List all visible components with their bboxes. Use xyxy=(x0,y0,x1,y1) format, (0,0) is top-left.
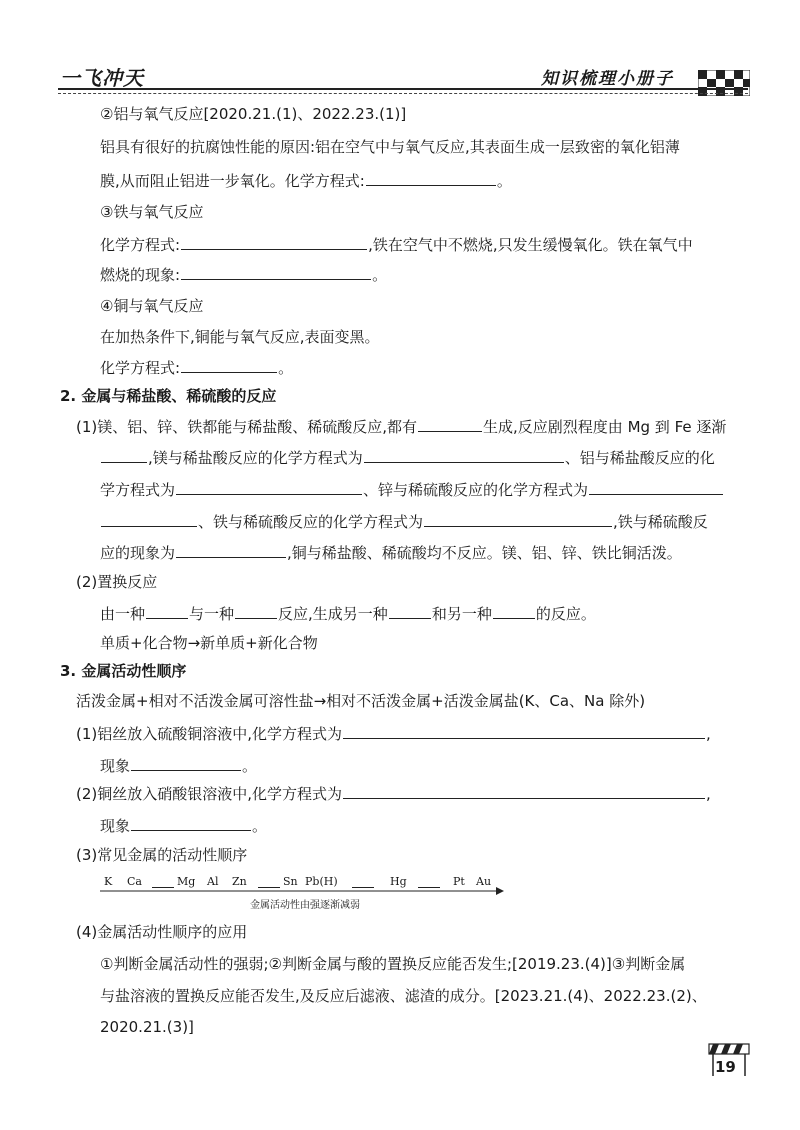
s2-gas-blank[interactable] xyxy=(418,416,482,432)
al-paragraph-1: 铝具有很好的抗腐蚀性能的原因:铝在空气中与氧气反应,其表面生成一层致密的氧化铝薄 xyxy=(100,138,680,156)
series-sn: Sn xyxy=(283,875,298,888)
page-number: 19 xyxy=(715,1058,736,1076)
brand-logo: 一飞冲天 xyxy=(60,66,144,90)
fe-paragraph-1: 化学方程式: ,铁在空气中不燃烧,只发生缓慢氧化。铁在氧气中 xyxy=(100,236,693,254)
s3-app-1: ①判断金属活动性的强弱;②判断金属与酸的置换反应能否发生;[2019.23.(4)]③判断金属 xyxy=(100,955,686,973)
s2-sub-2-title: (2)置换反应 xyxy=(76,573,158,591)
q2-equation-blank[interactable] xyxy=(343,783,705,799)
s2-line-3: 学方程式为 、锌与稀硫酸反应的化学方程式为 xyxy=(100,479,724,500)
cu-paragraph-2: 化学方程式: 。 xyxy=(100,359,294,377)
zn-h2so4-equation-blank[interactable] xyxy=(589,479,723,495)
al-paragraph-2: 膜,从而阻止铝进一步氧化。化学方程式: 。 xyxy=(100,172,512,190)
section-3-title: 3. 金属活动性顺序 xyxy=(60,662,187,680)
s3-q2: (2)铜丝放入硝酸银溶液中,化学方程式为 , xyxy=(76,785,711,803)
handbook-title: 知识梳理小册子 xyxy=(541,69,674,89)
s2-line-4: 、铁与稀硫酸反应的化学方程式为 ,铁与稀硫酸反 xyxy=(100,511,708,532)
s2-line-1: (1)镁、铝、锌、铁都能与稀盐酸、稀硫酸反应,都有 生成,反应剧烈程度由 Mg 到 Fe 逐渐 xyxy=(76,418,727,436)
series-pt: Pt xyxy=(453,875,465,888)
cu-equation-blank[interactable] xyxy=(181,357,277,373)
s2-line-5: 应的现象为 ,铜与稀盐酸、稀硫酸均不反应。镁、铝、锌、铁比铜活泼。 xyxy=(100,544,682,562)
s2-trend-blank[interactable] xyxy=(101,447,147,463)
series-k: K xyxy=(104,875,113,888)
header-rule-dashed xyxy=(58,93,748,94)
def-blank-4[interactable] xyxy=(493,603,535,619)
fe-h2so4-equation-blank[interactable] xyxy=(424,511,612,527)
fe-title: ③铁与氧气反应 xyxy=(100,203,204,221)
activity-arrow xyxy=(100,886,504,896)
s3-rule: 活泼金属+相对不活泼金属可溶性盐→相对不活泼金属+活泼金属盐(K、Ca、Na 除外) xyxy=(76,692,646,710)
def-blank-1[interactable] xyxy=(146,603,188,619)
s3-app-2: 与盐溶液的置换反应能否发生,及反应后滤液、滤渣的成分。[2023.21.(4)、2022.23.(2)、 xyxy=(100,987,707,1005)
s3-q2-phenomenon: 现象 。 xyxy=(100,817,268,835)
fe-h2so4-phenomenon-blank[interactable] xyxy=(176,542,286,558)
def-blank-2[interactable] xyxy=(235,603,277,619)
series-pb-h: Pb(H) xyxy=(305,875,338,888)
series-mg: Mg xyxy=(177,875,196,888)
s3-q1: (1)铝丝放入硫酸铜溶液中,化学方程式为 , xyxy=(76,725,711,743)
s3-q1-phenomenon: 现象 。 xyxy=(100,757,258,775)
zn-h2so4-equation-blank-cont[interactable] xyxy=(101,511,197,527)
mg-hcl-equation-blank[interactable] xyxy=(364,447,564,463)
series-hg: Hg xyxy=(390,875,407,888)
cu-paragraph-1: 在加热条件下,铜能与氧气反应,表面变黑。 xyxy=(100,328,380,346)
fe-phenomenon-blank[interactable] xyxy=(181,264,371,280)
s2-line-2: ,镁与稀盐酸反应的化学方程式为 、铝与稀盐酸反应的化 xyxy=(100,447,715,468)
s3-q4: (4)金属活动性顺序的应用 xyxy=(76,923,248,941)
q1-equation-blank[interactable] xyxy=(343,723,705,739)
section-2-title: 2. 金属与稀盐酸、稀硫酸的反应 xyxy=(60,387,277,405)
al-title: ②铝与氧气反应[2020.21.(1)、2022.23.(1)] xyxy=(100,105,407,123)
series-ca: Ca xyxy=(127,875,142,888)
series-au: Au xyxy=(476,875,492,888)
s2-definition: 由一种 与一种 反应,生成另一种 和另一种 的反应。 xyxy=(100,605,596,623)
s3-app-3: 2020.21.(3)] xyxy=(100,1018,194,1036)
al-hcl-equation-blank[interactable] xyxy=(176,479,362,495)
series-al: Al xyxy=(207,875,219,888)
al-equation-blank[interactable] xyxy=(366,170,496,186)
activity-arrow-caption: 金属活动性由强逐渐减弱 xyxy=(250,900,360,911)
q1-phenomenon-blank[interactable] xyxy=(131,755,241,771)
fe-paragraph-2: 燃烧的现象: 。 xyxy=(100,266,388,284)
cu-title: ④铜与氧气反应 xyxy=(100,297,204,315)
header-rule xyxy=(58,88,748,90)
series-zn: Zn xyxy=(232,875,247,888)
fe-equation-blank[interactable] xyxy=(181,234,367,250)
s3-q3: (3)常见金属的活动性顺序 xyxy=(76,846,248,864)
def-blank-3[interactable] xyxy=(389,603,431,619)
s2-formula: 单质+化合物→新单质+新化合物 xyxy=(100,634,318,652)
q2-phenomenon-blank[interactable] xyxy=(131,815,251,831)
